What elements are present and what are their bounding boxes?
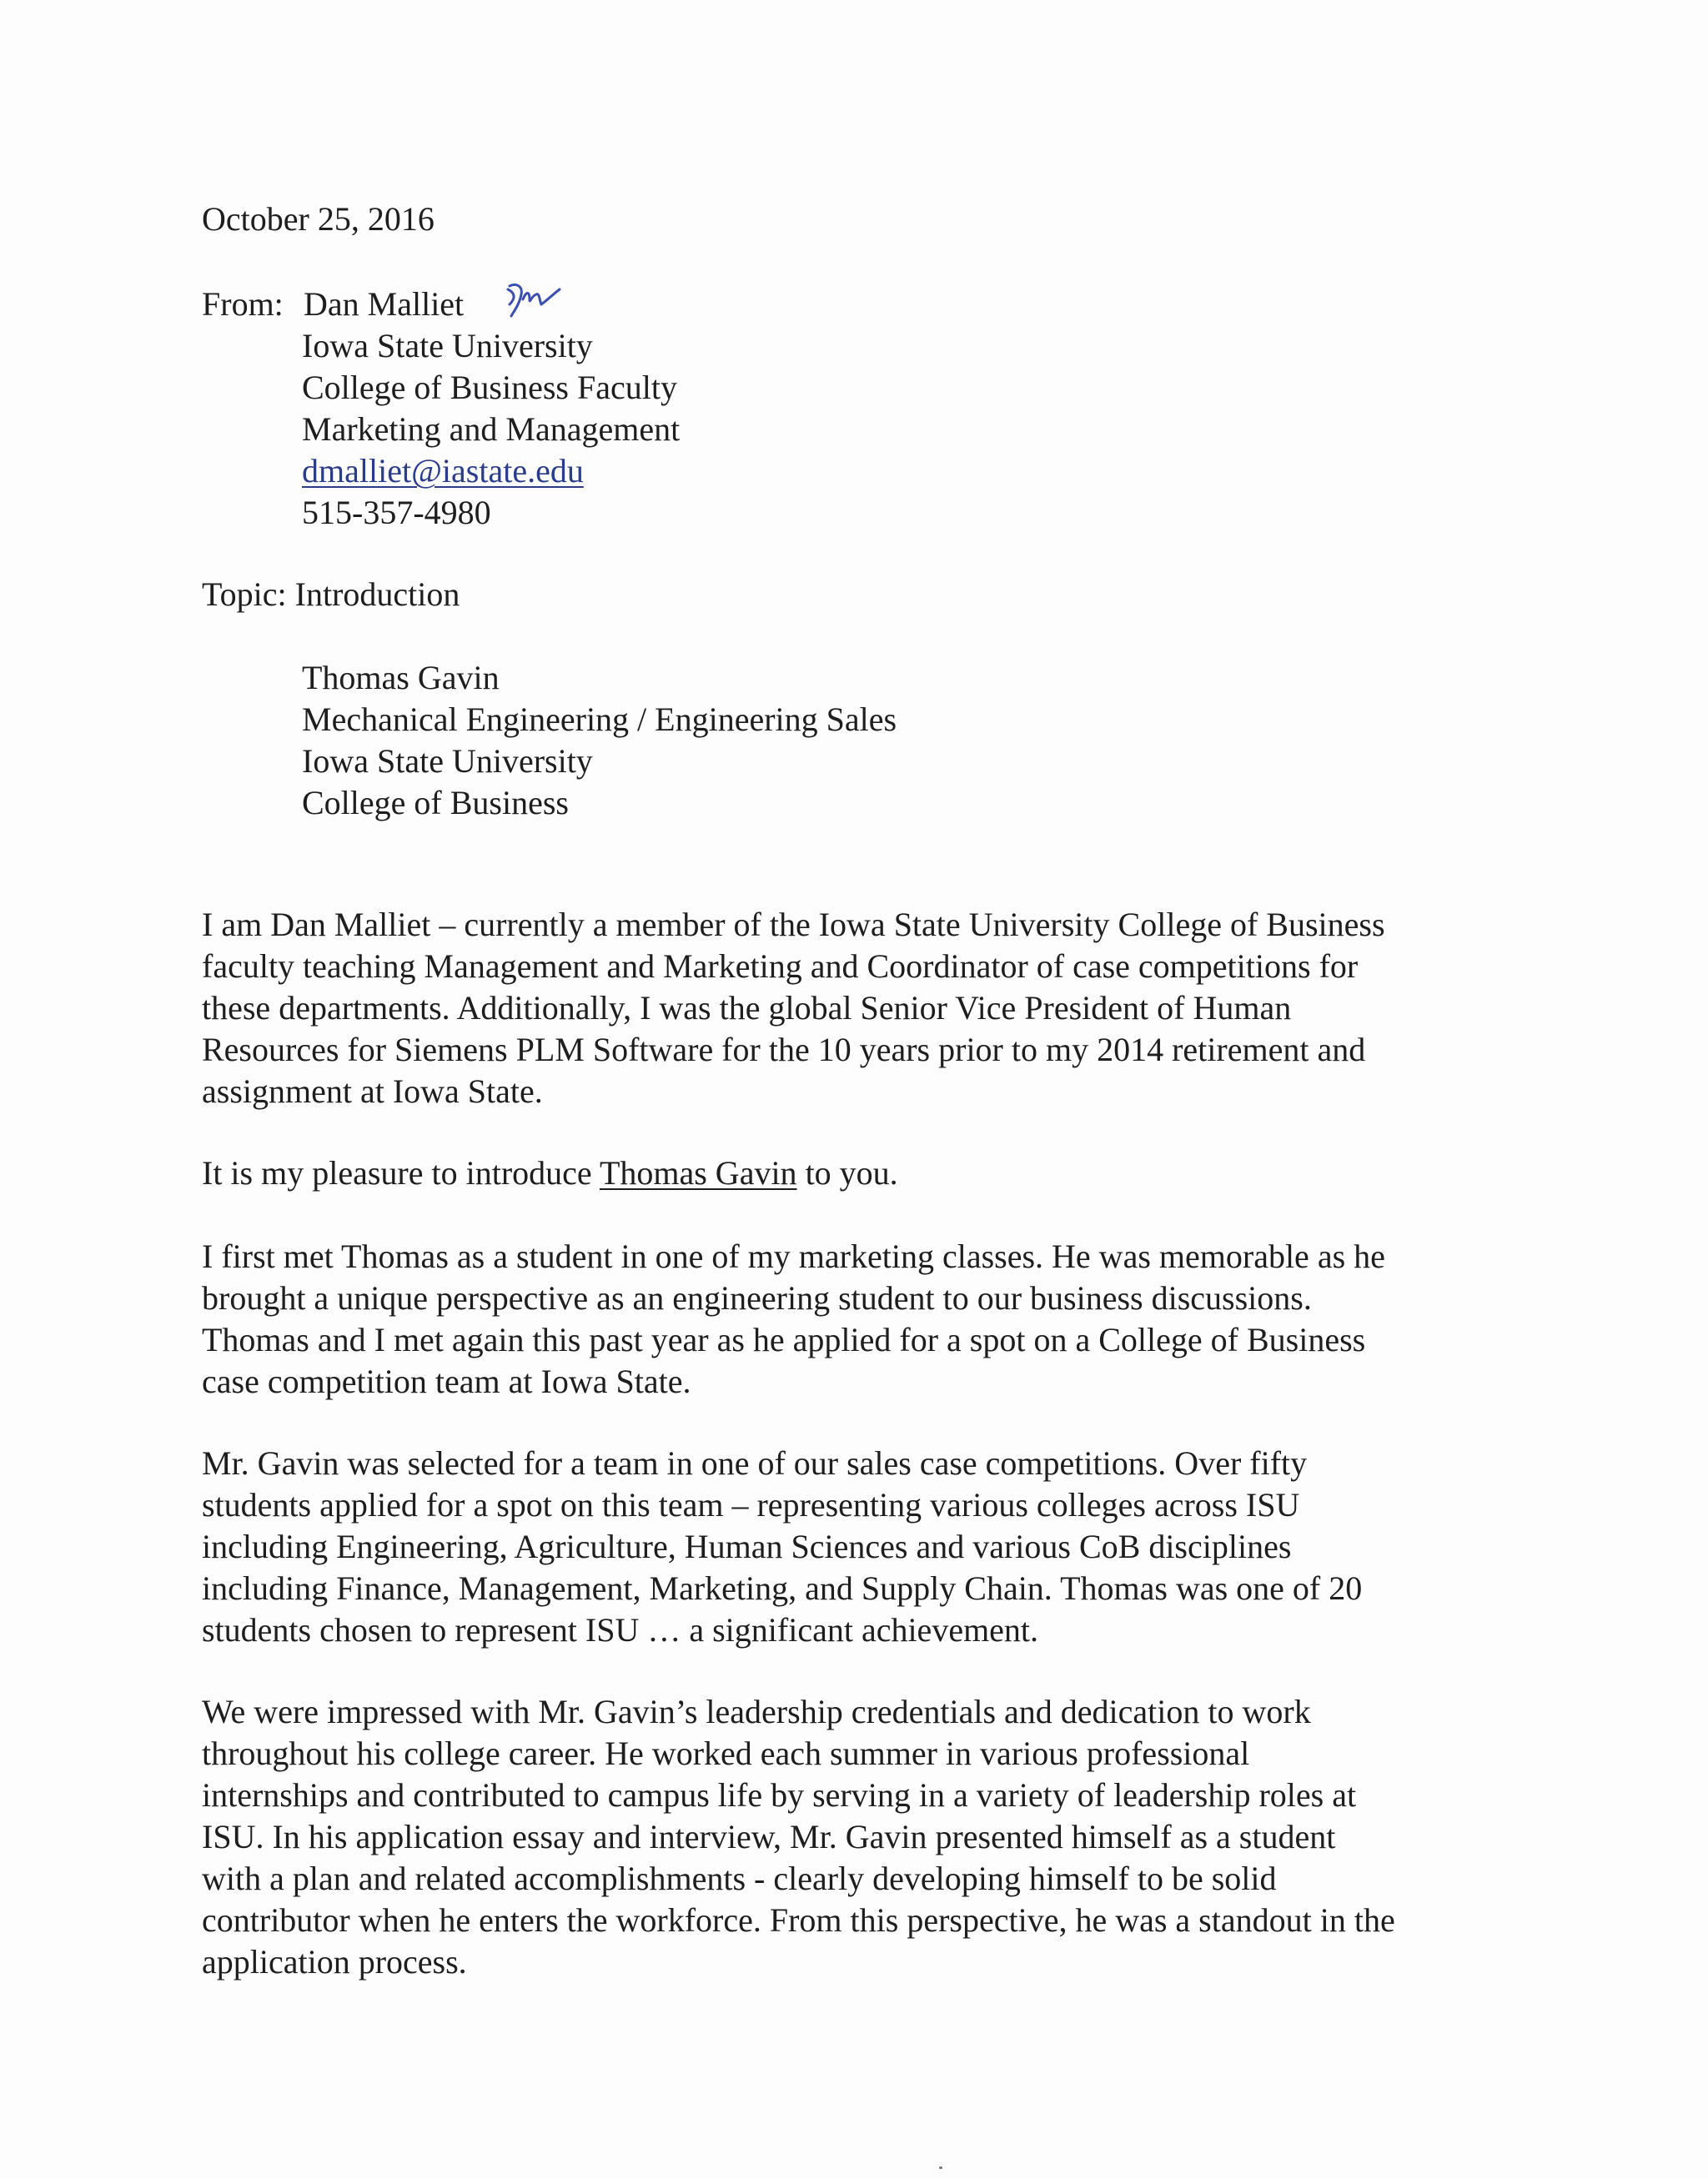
paragraph-line: brought a unique perspective as an engineering student to our business discussions. [202,1279,1312,1317]
letter-date: October 25, 2016 [202,200,435,238]
paragraph-line: I am Dan Malliet – currently a member of the Iowa State University College of Business [202,906,1385,943]
underlined-name: Thomas Gavin [599,1154,797,1192]
sender-phone: 515-357-4980 [302,494,491,531]
paragraph-line [202,1152,1520,1194]
paragraph-line: throughout his college career. He worked each summer in various professional [202,1735,1250,1772]
paragraph-line: students applied for a spot on this team – representing various colleges across ISU [202,1486,1300,1524]
paragraph-line: assignment at Iowa State. [202,1072,543,1110]
paragraph-line: contributor when he enters the workforce. From this perspective, he was a standout in the [202,1901,1395,1939]
paragraph-line: case competition team at Iowa State. [202,1363,691,1400]
scan-speck [939,2166,942,2169]
paragraph-line: Mr. Gavin was selected for a team in one of our sales case competitions. Over fifty [202,1444,1308,1482]
paragraph-line: I first met Thomas as a student in one of my marketing classes. He was memorable as he [202,1238,1385,1275]
sender-line: Iowa State University [302,327,593,364]
paragraph-line: including Engineering, Agriculture, Human Sciences and various CoB disciplines [202,1528,1292,1565]
paragraph-line: students chosen to represent ISU … a significant achievement. [202,1611,1039,1649]
paragraph-line: ISU. In his application essay and interview, Mr. Gavin presented himself as a student [202,1818,1336,1855]
paragraph-line: with a plan and related accomplishments - clearly developing himself to be solid [202,1860,1277,1897]
sender-line: Marketing and Management [302,410,681,448]
intro-text-after: to you. [796,1154,898,1192]
paragraph-line: Thomas and I met again this past year as he applied for a spot on a College of Business [202,1321,1366,1358]
paragraph-leadership [202,1691,1520,1983]
paragraph-selection [202,1443,1520,1651]
intro-line: Thomas Gavin [302,659,500,696]
sender-line: College of Business Faculty [302,369,677,406]
sender-email-link[interactable]: dmalliet@iastate.edu [302,452,584,490]
paragraph-introduction [202,1152,1520,1194]
paragraph-line: internships and contributed to campus life by serving in a variety of leadership roles at [202,1776,1357,1814]
paragraph-line: faculty teaching Management and Marketing and Coordinator of case competitions for [202,947,1359,985]
topic-line: Topic: Introduction [202,575,460,613]
intro-line: Iowa State University [302,742,593,780]
intro-text-before: It is my pleasure to introduce [202,1154,600,1192]
paragraph-first-meeting [202,1236,1520,1403]
intro-line: Mechanical Engineering / Engineering Sales [302,700,897,738]
intro-line: College of Business [302,784,569,821]
sender-details [302,325,680,534]
paragraph-line: Resources for Siemens PLM Software for the 10 years prior to my 2014 retirement and [202,1031,1366,1068]
from-name: Dan Malliet [304,285,465,323]
handwritten-initials-signature [505,279,565,321]
introduced-person-details [302,657,897,824]
paragraph-line: these departments. Additionally, I was the global Senior Vice President of Human [202,989,1292,1027]
paragraph-line: application process. [202,1943,467,1981]
paragraph-line: including Finance, Management, Marketing, and Supply Chain. Thomas was one of 20 [202,1569,1363,1607]
paragraph-about-author [202,904,1520,1112]
from-label: From: [202,285,284,323]
paragraph-line: We were impressed with Mr. Gavin’s leadership credentials and dedication to work [202,1693,1311,1730]
